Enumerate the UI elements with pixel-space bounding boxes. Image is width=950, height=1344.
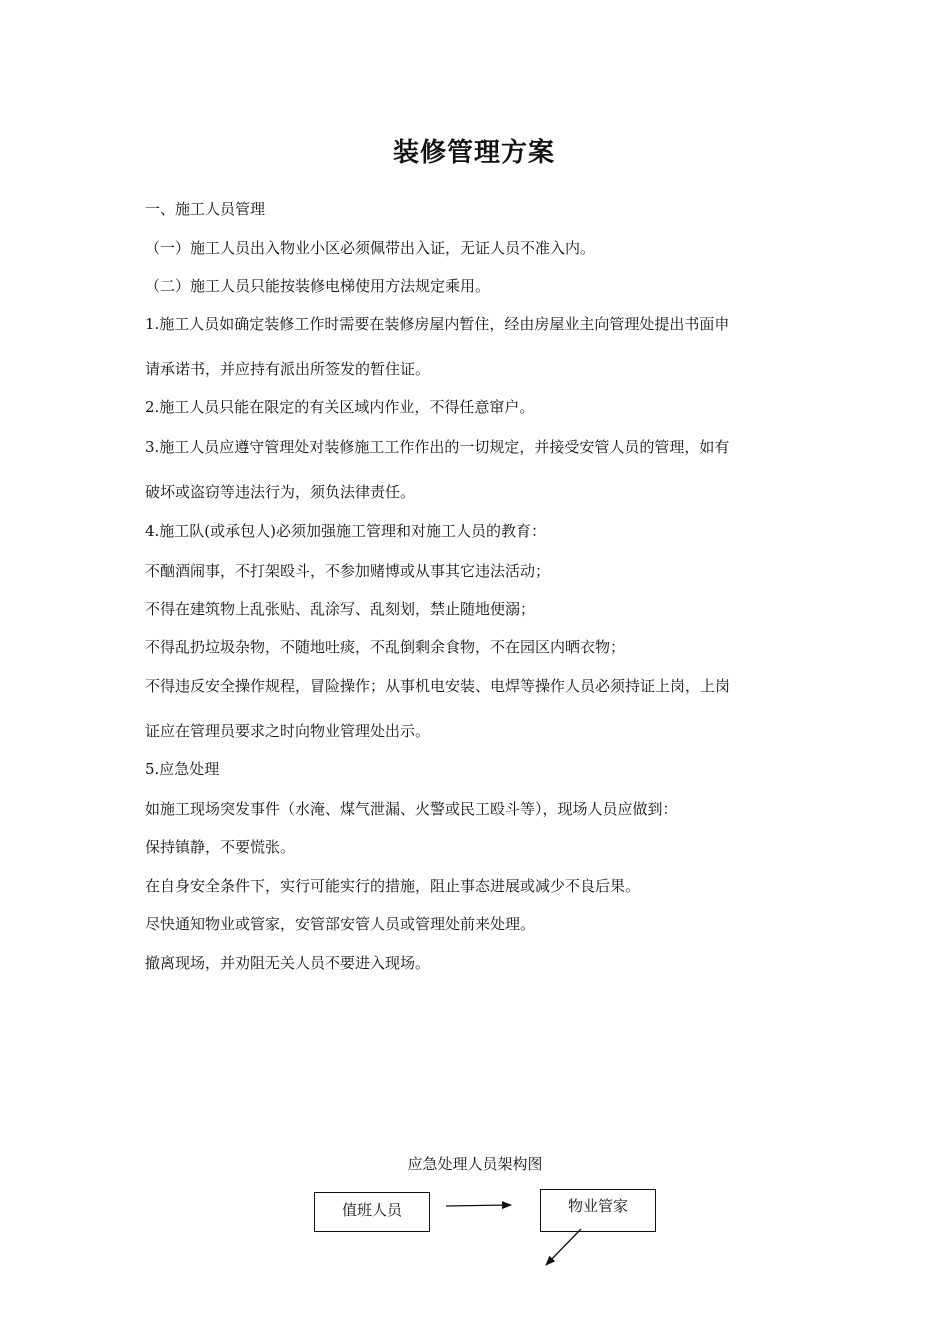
paragraph-line: 不得乱扔垃圾杂物，不随地吐痰，不乱倒剩余食物，不在园区内晒衣物； bbox=[145, 638, 626, 656]
document-title: 装修管理方案 bbox=[392, 138, 555, 168]
section-heading: 一、施工人员管理 bbox=[145, 200, 266, 218]
paragraph-line: 请承诺书，并应持有派出所签发的暂住证。 bbox=[145, 360, 431, 378]
section-heading: 5.应急处理 bbox=[145, 760, 220, 778]
paragraph-line: 1.施工人员如确定装修工作时需要在装修房屋内暂住，经由房屋业主向管理处提出书面申 bbox=[145, 315, 730, 333]
paragraph-line: 不酗酒闹事，不打架殴斗，不参加赌博或从事其它违法活动； bbox=[145, 562, 551, 580]
paragraph-line: 破坏或盗窃等违法行为，须负法律责任。 bbox=[145, 483, 416, 501]
paragraph-line: 4.施工队(或承包人)必须加强施工管理和对施工人员的教育： bbox=[145, 522, 547, 540]
property-manager-label: 物业管家 bbox=[567, 1197, 628, 1215]
paragraph-line: 尽快通知物业或管家，安管部安管人员或管理处前来处理。 bbox=[145, 915, 536, 933]
paragraph-line: 2.施工人员只能在限定的有关区域内作业，不得任意窜户。 bbox=[145, 398, 535, 416]
diagram-title: 应急处理人员架构图 bbox=[407, 1155, 543, 1173]
paragraph-line: 不得在建筑物上乱张贴、乱涂写、乱刻划，禁止随地便溺； bbox=[145, 600, 536, 618]
arrow-manager-down bbox=[546, 1229, 581, 1265]
paragraph-line: 保持镇静，不要慌张。 bbox=[145, 838, 296, 856]
duty-staff-label: 值班人员 bbox=[341, 1201, 402, 1219]
paragraph-line: 撤离现场，并劝阻无关人员不要进入现场。 bbox=[145, 954, 431, 972]
paragraph-line: 不得违反安全操作规程，冒险操作；从事机电安装、电焊等操作人员必须持证上岗，上岗 bbox=[145, 677, 731, 695]
paragraph-line: 3.施工人员应遵守管理处对装修施工工作作出的一切规定，并接受安管人员的管理，如有 bbox=[145, 438, 730, 456]
paragraph-line: 在自身安全条件下，实行可能实行的措施，阻止事态进展或减少不良后果。 bbox=[145, 877, 641, 895]
paragraph-line: （二）施工人员只能按装修电梯使用方法规定乘用。 bbox=[145, 277, 491, 295]
paragraph-line: 如施工现场突发事件（水淹、煤气泄漏、火警或民工殴斗等），现场人员应做到： bbox=[145, 800, 678, 818]
paragraph-line: （一）施工人员出入物业小区必须佩带出入证，无证人员不准入内。 bbox=[145, 239, 596, 257]
arrow-duty-to-manager bbox=[446, 1205, 511, 1206]
paragraph-line: 证应在管理员要求之时向物业管理处出示。 bbox=[145, 722, 431, 740]
